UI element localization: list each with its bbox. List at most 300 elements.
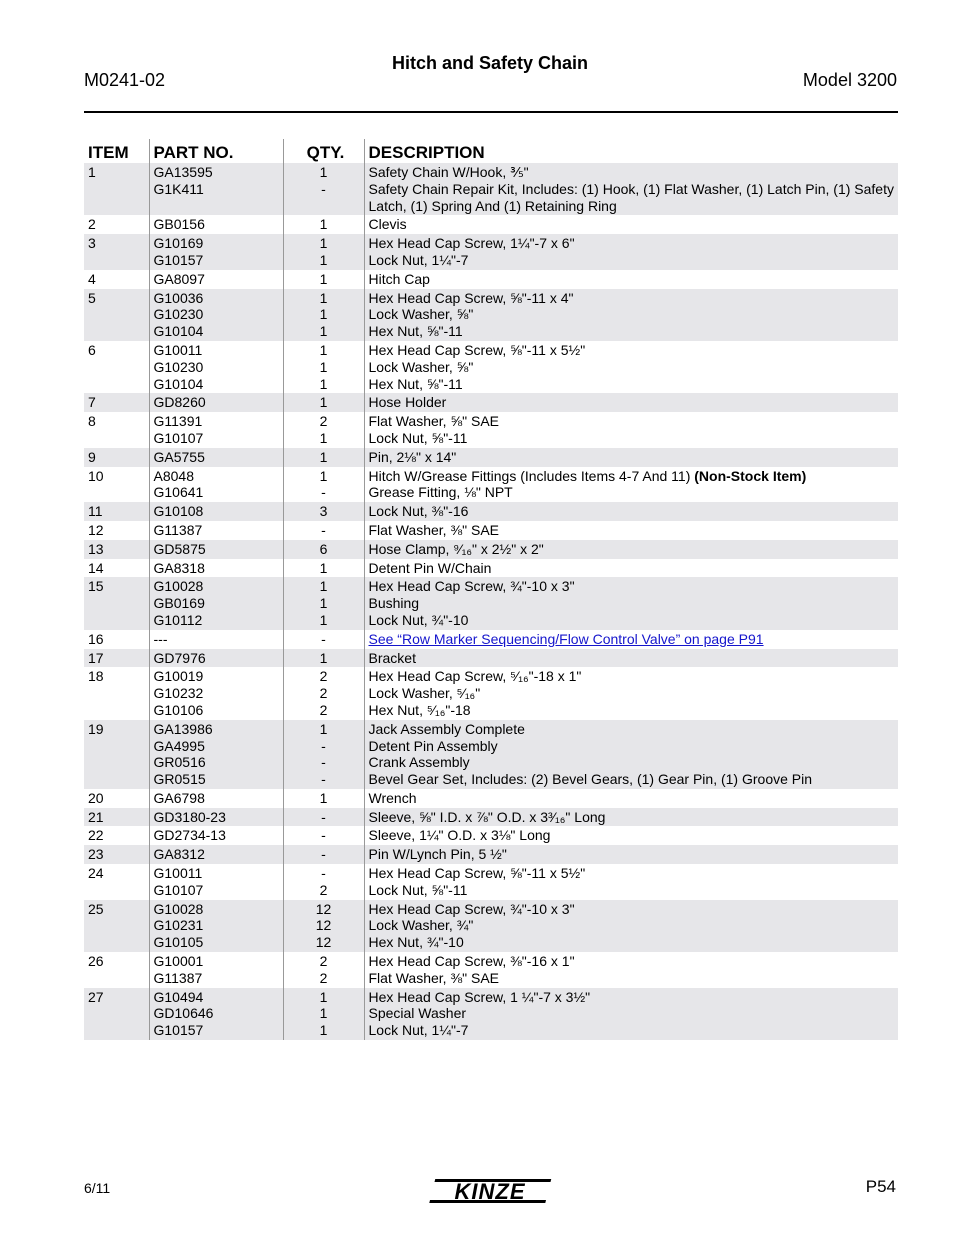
part-number-cell — [149, 845, 283, 864]
quantity: 3 — [319, 503, 328, 520]
description-cell — [364, 467, 898, 503]
table-row — [84, 577, 898, 629]
description-text: Lock Washer, ⁵⁄₁₆" — [368, 685, 481, 702]
quantity-cell — [283, 577, 364, 629]
table-row — [84, 289, 898, 341]
table-row — [84, 808, 898, 827]
document-number: M0241-02 — [84, 70, 166, 90]
quantity: 12 — [315, 900, 332, 917]
part-number-cell — [149, 521, 283, 540]
part-number-cell — [149, 448, 283, 467]
quantity-cell — [283, 467, 364, 503]
part-number: G10036 — [153, 289, 204, 306]
description-line — [369, 721, 895, 738]
quantity: 1 — [319, 394, 328, 411]
table-row — [84, 826, 898, 845]
part-number: G10107 — [153, 429, 204, 446]
description-text: Pin W/Lynch Pin, 5 ½" — [368, 846, 507, 863]
item-number-cell: 8 — [88, 413, 96, 430]
description-text: Lock Nut, ⅝"-11 — [368, 881, 468, 898]
part-number: G10112 — [153, 611, 203, 628]
description-line — [369, 827, 895, 844]
description-line — [369, 865, 895, 882]
part-number-cell — [149, 808, 283, 827]
description-line — [369, 342, 895, 359]
table-row — [84, 952, 898, 988]
quantity-cell — [283, 341, 364, 393]
part-number: GD2734-13 — [153, 827, 226, 844]
page-number: P54 — [865, 1177, 896, 1196]
part-number: G10108 — [153, 503, 204, 520]
part-number: GB0156 — [153, 216, 205, 233]
part-number-cell — [149, 215, 283, 234]
description-line — [369, 216, 895, 233]
quantity-cell — [283, 845, 364, 864]
part-number: GA13986 — [153, 720, 213, 737]
description-line — [369, 668, 895, 685]
description-line — [369, 541, 895, 558]
description-cell — [364, 559, 898, 578]
table-row — [84, 270, 898, 289]
quantity: 1 — [319, 323, 328, 340]
quantity: - — [321, 846, 326, 863]
part-number: GA6798 — [153, 789, 205, 806]
quantity-cell — [283, 900, 364, 952]
part-number: G11391 — [153, 413, 203, 430]
part-number: G10011 — [153, 341, 203, 358]
quantity-cell — [283, 630, 364, 649]
description-cell — [364, 577, 898, 629]
part-number-cell — [149, 720, 283, 789]
description-line — [369, 359, 895, 376]
description-cell — [364, 502, 898, 521]
description-text: Crank Assembly — [368, 754, 470, 771]
item-number-cell: 10 — [88, 467, 104, 484]
quantity: - — [321, 737, 326, 754]
part-number: GD10646 — [153, 1005, 214, 1022]
quantity: 1 — [319, 448, 328, 465]
quantity: - — [321, 754, 326, 771]
description-text: Hex Nut, ⁵⁄₁₆"-18 — [368, 701, 471, 718]
part-number: GA8312 — [153, 846, 205, 863]
part-number: GR0515 — [153, 771, 206, 788]
table-row — [84, 521, 898, 540]
description-line — [369, 503, 895, 520]
table-row — [84, 234, 898, 270]
description-line — [369, 306, 895, 323]
table-row — [84, 163, 898, 215]
part-number: G10104 — [153, 375, 204, 392]
part-number: GD3180-23 — [153, 808, 226, 825]
description-text: Hex Nut, ¾"-10 — [368, 934, 464, 951]
part-number: GA5755 — [153, 448, 205, 465]
part-number: A8048 — [153, 467, 194, 484]
table-row — [84, 412, 898, 448]
description-text: Detent Pin Assembly — [368, 737, 498, 754]
quantity-cell — [283, 502, 364, 521]
description-cell — [364, 393, 898, 412]
description-text: Lock Washer, ⅝" — [368, 358, 474, 375]
part-number: G11387 — [153, 969, 203, 986]
description-cell — [364, 521, 898, 540]
description-cell — [364, 952, 898, 988]
part-number-cell — [149, 559, 283, 578]
description-cell — [364, 649, 898, 668]
quantity: 1 — [319, 559, 328, 576]
description-line — [369, 290, 895, 307]
description-line — [369, 376, 895, 393]
description-cell — [364, 341, 898, 393]
description-line — [369, 953, 895, 970]
description-text: Grease Fitting, ⅛" NPT — [368, 484, 513, 501]
item-number-cell: 24 — [88, 865, 104, 882]
part-number: G10011 — [153, 865, 203, 882]
quantity-cell — [283, 667, 364, 719]
table-row — [84, 720, 898, 789]
quantity: 1 — [319, 251, 328, 268]
item-number-cell: 12 — [88, 521, 104, 538]
part-number: GA8318 — [153, 559, 205, 576]
part-number-cell — [149, 630, 283, 649]
part-number: G10106 — [153, 701, 204, 718]
description-text: Bevel Gear Set, Includes: (2) Bevel Gears, (1) Gear Pin, (1) Groove Pin — [368, 771, 813, 788]
item-number-cell: 26 — [88, 953, 104, 970]
quantity: 2 — [319, 413, 328, 430]
cross-reference-link[interactable]: See “Row Marker Sequencing/Flow Control Valve” on page P91 — [368, 630, 764, 647]
part-number: GB0169 — [153, 595, 205, 612]
quantity: 1 — [319, 306, 328, 323]
quantity: 1 — [319, 341, 328, 358]
quantity: 1 — [319, 270, 328, 287]
quantity-cell — [283, 393, 364, 412]
item-number-cell: 7 — [84, 393, 149, 412]
quantity-cell — [283, 789, 364, 808]
item-number-cell: 22 — [88, 827, 104, 844]
quantity: 1 — [319, 988, 328, 1005]
description-cell — [364, 864, 898, 900]
quantity: 1 — [319, 429, 328, 446]
description-text: Hex Head Cap Screw, ¾"-10 x 3" — [368, 578, 575, 595]
description-line — [369, 198, 895, 215]
description-line — [369, 595, 895, 612]
quantity: 1 — [319, 1005, 328, 1022]
description-line — [369, 484, 895, 501]
description-line — [369, 790, 895, 807]
quantity-cell — [283, 988, 364, 1040]
logo-text: KINZE — [454, 1179, 526, 1204]
parts-table-body — [84, 163, 898, 1040]
description-cell — [364, 630, 898, 649]
table-row — [84, 789, 898, 808]
part-number: G11387 — [153, 521, 203, 538]
description-line — [369, 430, 895, 447]
item-number-cell: 2 — [88, 216, 96, 233]
part-number-cell — [149, 649, 283, 668]
quantity-cell — [283, 521, 364, 540]
description-cell — [364, 789, 898, 808]
quantity: 2 — [319, 953, 328, 970]
description-line — [369, 612, 895, 629]
description-cell — [364, 826, 898, 845]
description-cell — [364, 234, 898, 270]
quantity: 1 — [319, 595, 328, 612]
description-cell — [364, 163, 898, 215]
description-text: Hex Nut, ⅝"-11 — [368, 323, 463, 340]
table-row — [84, 502, 898, 521]
item-number-cell: 20 — [88, 789, 104, 806]
description-text: Special Washer — [368, 1005, 467, 1022]
part-number: G10230 — [153, 306, 204, 323]
item-number-cell: 19 — [84, 720, 149, 789]
item-number-cell: 4 — [88, 270, 96, 287]
part-number-cell — [149, 667, 283, 719]
description-line — [369, 846, 895, 863]
quantity: 1 — [319, 358, 328, 375]
part-number: G10019 — [153, 668, 204, 685]
description-text: Bushing — [368, 595, 420, 612]
quantity: 2 — [319, 668, 328, 685]
description-line — [369, 917, 895, 934]
description-text: Hex Head Cap Screw, ⅝"-11 x 4" — [368, 289, 574, 306]
description-text: Lock Washer, ¾" — [368, 917, 474, 934]
description-line — [369, 771, 895, 788]
description-line — [369, 1005, 895, 1022]
item-number-cell: 21 — [84, 808, 149, 827]
column-header-qty: QTY. — [283, 139, 364, 163]
description-text: Safety Chain W/Hook, ⅗" — [368, 164, 529, 180]
quantity-cell — [283, 234, 364, 270]
description-line — [369, 754, 895, 771]
part-number: GA13595 — [153, 164, 213, 180]
item-number-cell: 23 — [84, 845, 149, 864]
item-number-cell: 1 — [84, 163, 149, 215]
item-number-cell: 6 — [88, 341, 96, 358]
part-number: G10105 — [153, 934, 204, 951]
kinze-logo — [428, 1176, 552, 1206]
header-divider — [84, 111, 898, 113]
part-number-cell — [149, 289, 283, 341]
part-number: GR0516 — [153, 754, 206, 771]
description-line — [369, 522, 895, 539]
item-number-cell: 17 — [84, 649, 149, 668]
description-text: Clevis — [368, 216, 407, 233]
description-cell — [364, 270, 898, 289]
quantity: 2 — [319, 685, 328, 702]
description-text: Bracket — [368, 649, 416, 666]
table-row — [84, 448, 898, 467]
quantity-cell — [283, 720, 364, 789]
item-number-cell: 14 — [88, 559, 104, 576]
part-number: G10231 — [153, 917, 204, 934]
description-text: Hose Holder — [368, 394, 447, 411]
parts-table — [84, 139, 898, 1040]
description-line — [369, 1022, 895, 1039]
description-line — [369, 449, 895, 466]
quantity: 1 — [319, 1022, 328, 1039]
item-number-cell: 16 — [88, 630, 104, 647]
description-text: Lock Nut, ¾"-10 — [368, 611, 469, 628]
description-text: Hose Clamp, ⁹⁄₁₆" x 2½" x 2" — [368, 540, 544, 557]
quantity: 12 — [315, 917, 332, 934]
part-number: G10028 — [153, 900, 204, 917]
quantity-cell — [283, 412, 364, 448]
quantity: 1 — [319, 467, 328, 484]
quantity-cell — [283, 826, 364, 845]
quantity: 12 — [315, 934, 332, 951]
quantity: - — [321, 865, 326, 882]
part-number: G1K411 — [153, 180, 204, 197]
description-line — [369, 970, 895, 987]
description-cell — [364, 988, 898, 1040]
description-text: Lock Nut, 1¼"-7 — [368, 1022, 469, 1039]
description-text: Lock Nut, ⅜"-16 — [368, 503, 469, 520]
item-number-cell: 15 — [84, 577, 149, 629]
quantity: 6 — [319, 540, 328, 557]
description-cell — [364, 808, 898, 827]
item-number-cell: 27 — [84, 988, 149, 1040]
description-line — [369, 702, 895, 719]
part-number-cell — [149, 412, 283, 448]
part-number-cell — [149, 163, 283, 215]
part-number: G10230 — [153, 358, 204, 375]
part-number: G10232 — [153, 685, 204, 702]
description-line — [369, 164, 895, 181]
description-text: Detent Pin W/Chain — [368, 559, 492, 576]
part-number: G10028 — [153, 578, 204, 595]
description-text: Hex Head Cap Screw, ⅜"-16 x 1" — [368, 953, 575, 970]
description-text: Sleeve, 1¼" O.D. x 3⅛" Long — [368, 827, 551, 844]
part-number-cell — [149, 234, 283, 270]
column-header-description: DESCRIPTION — [364, 139, 898, 163]
description-line — [369, 809, 895, 826]
description-line — [369, 252, 895, 269]
part-number: GD7976 — [153, 649, 206, 666]
quantity-cell — [283, 289, 364, 341]
quantity-cell — [283, 270, 364, 289]
description-line — [369, 560, 895, 577]
item-number-cell: 13 — [84, 540, 149, 559]
table-row — [84, 845, 898, 864]
item-number-cell: 18 — [88, 668, 104, 685]
table-row — [84, 864, 898, 900]
part-number: G10001 — [153, 953, 204, 970]
description-text: Lock Washer, ⅝" — [368, 306, 474, 323]
description-text: Wrench — [368, 789, 417, 806]
description-cell — [364, 845, 898, 864]
description-line — [369, 235, 895, 252]
revision-date: 6/11 — [84, 1180, 111, 1196]
description-text: Lock Nut, 1¼"-7 — [368, 251, 469, 268]
part-number: G10641 — [153, 484, 204, 501]
quantity-cell — [283, 448, 364, 467]
quantity: 1 — [319, 375, 328, 392]
description-text: Hitch Cap — [368, 270, 430, 287]
quantity-cell — [283, 215, 364, 234]
quantity: - — [321, 180, 326, 197]
part-number: G10494 — [153, 988, 204, 1005]
description-line — [369, 271, 895, 288]
part-number-cell — [149, 789, 283, 808]
table-row — [84, 341, 898, 393]
part-number: GD5875 — [153, 540, 206, 557]
description-line — [369, 882, 895, 899]
part-number: GA4995 — [153, 737, 205, 754]
description-line — [369, 413, 895, 430]
table-header-row — [84, 139, 898, 163]
table-row — [84, 559, 898, 578]
part-number: GD8260 — [153, 394, 206, 411]
quantity: - — [321, 827, 326, 844]
item-number-cell: 9 — [84, 448, 149, 467]
table-row — [84, 215, 898, 234]
part-number-cell — [149, 393, 283, 412]
quantity: 1 — [319, 720, 328, 737]
quantity: 2 — [319, 881, 328, 898]
description-text: Hex Head Cap Screw, 1¼"-7 x 6" — [368, 235, 575, 252]
table-row — [84, 467, 898, 503]
description-text: Flat Washer, ⅜" SAE — [368, 521, 499, 538]
description-text: Hex Head Cap Screw, 1 ¼"-7 x 3½" — [368, 988, 591, 1005]
quantity-cell — [283, 808, 364, 827]
quantity: 1 — [319, 578, 328, 595]
part-number-cell — [149, 900, 283, 952]
quantity-cell — [283, 864, 364, 900]
part-number: G10157 — [153, 251, 204, 268]
description-text: Flat Washer, ⅝" SAE — [368, 413, 499, 430]
model-label: Model 3200 — [802, 70, 897, 90]
table-row — [84, 667, 898, 719]
part-number: G10169 — [153, 235, 204, 252]
description-text: Pin, 2⅛" x 14" — [368, 448, 457, 465]
item-number-cell: 5 — [84, 289, 149, 341]
quantity: 1 — [319, 789, 328, 806]
quantity: 1 — [319, 164, 328, 180]
description-line — [369, 181, 895, 198]
description-text: Hex Head Cap Screw, ¾"-10 x 3" — [368, 900, 575, 917]
description-line — [369, 650, 895, 667]
part-number: G10107 — [153, 881, 204, 898]
description-text: Jack Assembly Complete — [368, 720, 525, 737]
description-line — [369, 989, 895, 1006]
description-text: Latch, (1) Spring And (1) Retaining Ring — [368, 197, 617, 214]
description-text: Hex Head Cap Screw, ⅝"-11 x 5½" — [368, 341, 586, 358]
quantity: 1 — [319, 611, 328, 628]
quantity-cell — [283, 649, 364, 668]
part-number-cell — [149, 467, 283, 503]
quantity-cell — [283, 559, 364, 578]
non-stock-note: (Non-Stock Item) — [694, 467, 807, 484]
part-number-cell — [149, 341, 283, 393]
description-line — [369, 323, 895, 340]
description-text: Hex Head Cap Screw, ⅝"-11 x 5½" — [368, 865, 586, 882]
quantity: - — [321, 771, 326, 788]
quantity: - — [321, 521, 326, 538]
table-row — [84, 393, 898, 412]
description-cell — [364, 900, 898, 952]
description-cell — [364, 540, 898, 559]
quantity: - — [321, 630, 326, 647]
item-number-cell: 3 — [84, 234, 149, 270]
description-cell — [364, 448, 898, 467]
part-number-cell — [149, 270, 283, 289]
description-text: Flat Washer, ⅜" SAE — [368, 969, 499, 986]
description-line — [369, 901, 895, 918]
part-number: --- — [153, 630, 168, 647]
quantity: 1 — [319, 649, 328, 666]
part-number: G10104 — [153, 323, 204, 340]
description-cell — [364, 289, 898, 341]
table-row — [84, 988, 898, 1040]
